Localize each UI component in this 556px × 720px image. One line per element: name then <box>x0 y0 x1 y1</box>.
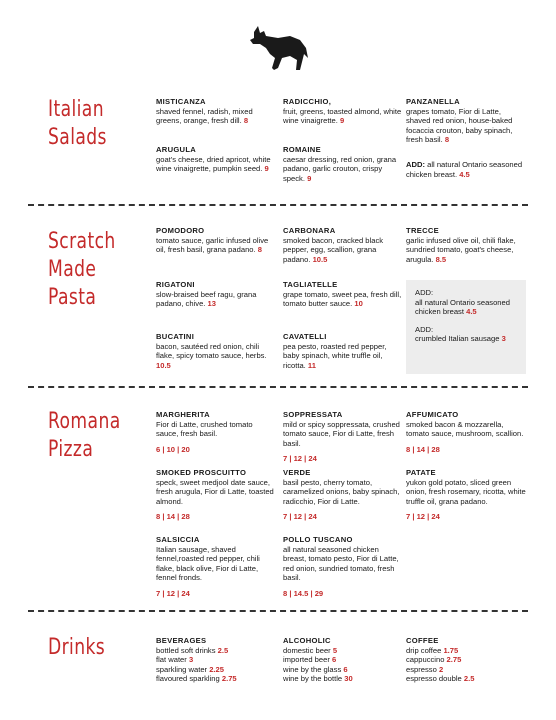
item-price: 9 <box>264 164 269 174</box>
item-sizes: 7 | 12 | 24 <box>283 512 317 522</box>
drink-line: wine by the glass 6 <box>283 664 348 674</box>
menu-group-beverages <box>156 636 276 684</box>
item-sizes: 8 | 14 | 28 <box>406 444 440 454</box>
addon-label: ADD: <box>415 288 434 297</box>
menu-item-panzanella <box>406 97 526 145</box>
item-sizes: 8 | 14.5 | 29 <box>283 588 324 598</box>
menu-item-rigatoni <box>156 280 276 309</box>
item-name: AFFUMICATO <box>406 410 459 419</box>
menu-addon-chicken <box>406 160 526 179</box>
menu-item-trecce <box>406 226 526 264</box>
item-desc: shaved fennel, radish, mixed greens, orange, fresh dill. <box>156 106 253 126</box>
group-name: ALCOHOLIC <box>283 636 331 645</box>
section-title-salads: Italian Salads <box>48 97 107 150</box>
menu-group-coffee <box>406 636 526 684</box>
item-desc: Italian sausage, shaved fennel,roasted red pepper, chili flake, black olive, Fior di Latte, fennel fronds. <box>156 544 260 583</box>
section-divider <box>28 386 528 388</box>
addon-desc: all natural Ontario seasoned chicken breast <box>415 297 510 317</box>
item-name: TAGLIATELLE <box>283 280 338 289</box>
item-name: SOPPRESSATA <box>283 410 343 419</box>
menu-item-pollo-tuscano <box>283 535 403 599</box>
item-name: CAVATELLI <box>283 332 327 341</box>
menu-item-salsiccia <box>156 535 276 599</box>
item-sizes: 7 | 12 | 24 <box>283 454 317 464</box>
menu-item-tagliatelle <box>283 280 403 309</box>
menu-item-soppressata <box>283 410 403 464</box>
item-price: 9 <box>340 116 345 126</box>
item-desc: bacon, sautéed red onion, chili flake, spicy tomato sauce, herbs. <box>156 341 267 361</box>
menu-item-pomodoro <box>156 226 276 255</box>
drink-line: wine by the bottle 30 <box>283 674 353 684</box>
item-desc: fruit, greens, toasted almond, white wine vinaigrette. <box>283 106 402 126</box>
menu-item-affumicato <box>406 410 526 454</box>
menu-group-alcoholic <box>283 636 403 684</box>
item-desc: speck, sweet medjool date sauce, fresh arugula, Fior di Latte, toasted almond. <box>156 477 274 506</box>
addon-price: 3 <box>501 334 506 344</box>
item-name: VERDE <box>283 468 311 477</box>
drink-line: domestic beer 5 <box>283 645 338 655</box>
menu-item-carbonara <box>283 226 403 264</box>
item-name: MARGHERITA <box>156 410 210 419</box>
item-sizes: 8 | 14 | 28 <box>156 512 190 522</box>
drink-line: cappuccino 2.75 <box>406 655 462 665</box>
drink-line: espresso 2 <box>406 664 444 674</box>
item-desc: caesar dressing, red onion, grana padano, garlic crouton, crispy speck. <box>283 154 397 183</box>
drink-line: sparkling water 2.25 <box>156 664 224 674</box>
addon-price: 4.5 <box>459 169 470 179</box>
addon-sausage <box>415 325 517 344</box>
drink-line: flat water 3 <box>156 655 194 665</box>
addon-label: ADD: <box>415 324 434 334</box>
item-price: 11 <box>307 360 316 370</box>
item-price: 8 <box>444 135 450 145</box>
addon-desc: all natural Ontario seasoned chicken breast. <box>406 160 523 179</box>
group-name: COFFEE <box>406 636 439 645</box>
addon-price: 4.5 <box>466 307 477 317</box>
item-name: POMODORO <box>156 226 205 235</box>
item-name: CARBONARA <box>283 226 336 235</box>
pasta-addon-box <box>406 280 526 374</box>
drink-line: imported beer 6 <box>283 655 337 665</box>
item-name: PANZANELLA <box>406 97 460 106</box>
menu-item-romaine <box>283 145 403 183</box>
addon-desc: crumbled Italian sausage <box>415 334 500 344</box>
item-desc: goat's cheese, dried apricot, white wine vinaigrette, pumpkin seed. <box>156 154 271 174</box>
item-desc: grape tomato, sweet pea, fresh dill, tomato butter sauce. <box>283 289 402 309</box>
item-desc: grapes tomato, Fior di Latte, shaved red onion, house-baked focaccia crouton, baby spinach, fresh basil. <box>406 106 513 145</box>
drink-line: espresso double 2.5 <box>406 674 475 684</box>
item-sizes: 7 | 12 | 24 <box>406 512 440 522</box>
section-title-drinks: Drinks <box>48 635 106 660</box>
item-price: 8.5 <box>435 254 447 264</box>
item-sizes: 6 | 10 | 20 <box>156 444 190 454</box>
item-name: SMOKED PROSCUITTO <box>156 468 247 477</box>
item-price: 8 <box>243 116 249 126</box>
item-price: 10 <box>354 299 363 309</box>
section-title-pizza: Romana Pizza <box>48 409 121 462</box>
menu-item-verde <box>283 468 403 522</box>
item-name: ARUGULA <box>156 145 197 154</box>
item-price: 9 <box>307 173 312 183</box>
item-desc: Fior di Latte, crushed tomato sauce, fresh basil. <box>156 419 253 439</box>
item-desc: smoked bacon, cracked black pepper, egg, scallion, grana padano. <box>283 235 384 264</box>
item-name: PATATE <box>406 468 436 477</box>
section-title-pasta: Scratch Made Pasta <box>48 229 116 310</box>
item-name: TRECCE <box>406 226 440 235</box>
item-name: BUCATINI <box>156 332 195 341</box>
item-price: 10.5 <box>156 360 171 370</box>
item-desc: yukon gold potato, sliced green onion, fresh rosemary, ricotta, white truffle oil, grana padano. <box>406 477 526 506</box>
menu-item-margherita <box>156 410 276 454</box>
drink-line: bottled soft drinks 2.5 <box>156 645 229 655</box>
menu-item-radicchio <box>283 97 403 126</box>
menu-item-patate <box>406 468 526 522</box>
item-desc: garlic infused olive oil, chili flake, sundried tomato, goat's cheese, arugula. <box>406 235 516 264</box>
item-sizes: 7 | 12 | 24 <box>156 588 190 598</box>
menu-item-cavatelli <box>283 332 403 370</box>
addon-label: ADD: <box>406 160 425 169</box>
section-divider <box>28 204 528 206</box>
menu-item-bucatini <box>156 332 276 370</box>
item-price: 10.5 <box>312 254 328 264</box>
item-name: MISTICANZA <box>156 97 206 106</box>
menu-item-misticanza <box>156 97 276 126</box>
item-desc: smoked bacon & mozzarella, tomato sauce, mushroom, scallion. <box>406 419 524 439</box>
drink-line: drip coffee 1.75 <box>406 645 459 655</box>
drink-line: flavoured sparkling 2.75 <box>156 674 237 684</box>
item-name: ROMAINE <box>283 145 321 154</box>
item-name: SALSICCIA <box>156 535 200 544</box>
section-salads <box>0 0 556 200</box>
item-name: RADICCHIO, <box>283 97 332 106</box>
group-name: BEVERAGES <box>156 636 207 645</box>
item-price: 13 <box>207 299 216 309</box>
menu-item-arugula <box>156 145 276 174</box>
item-name: RIGATONI <box>156 280 195 289</box>
menu-item-smoked-proscuitto <box>156 468 276 522</box>
item-name: POLLO TUSCANO <box>283 535 353 544</box>
addon-chicken <box>415 288 517 317</box>
item-desc: slow-braised beef ragu, grana padano, chive. <box>156 289 257 309</box>
item-desc: pea pesto, roasted red pepper, baby spinach, white truffle oil, ricotta. <box>283 341 387 370</box>
item-desc: tomato sauce, garlic infused olive oil, fresh basil, grana padano. <box>156 235 269 255</box>
item-price: 8 <box>257 245 262 255</box>
item-desc: mild or spicy soppressata, crushed tomato sauce, Fior di Latte, fresh basil. <box>283 419 400 448</box>
item-desc: basil pesto, cherry tomato, caramelized onions, baby spinach, radicchio, Fior di Latte. <box>283 477 400 506</box>
item-desc: all natural seasoned chicken breast, tomato pesto, Fior di Latte, red onion, sundried tomato, fresh basil. <box>283 544 399 583</box>
section-divider <box>28 610 528 612</box>
